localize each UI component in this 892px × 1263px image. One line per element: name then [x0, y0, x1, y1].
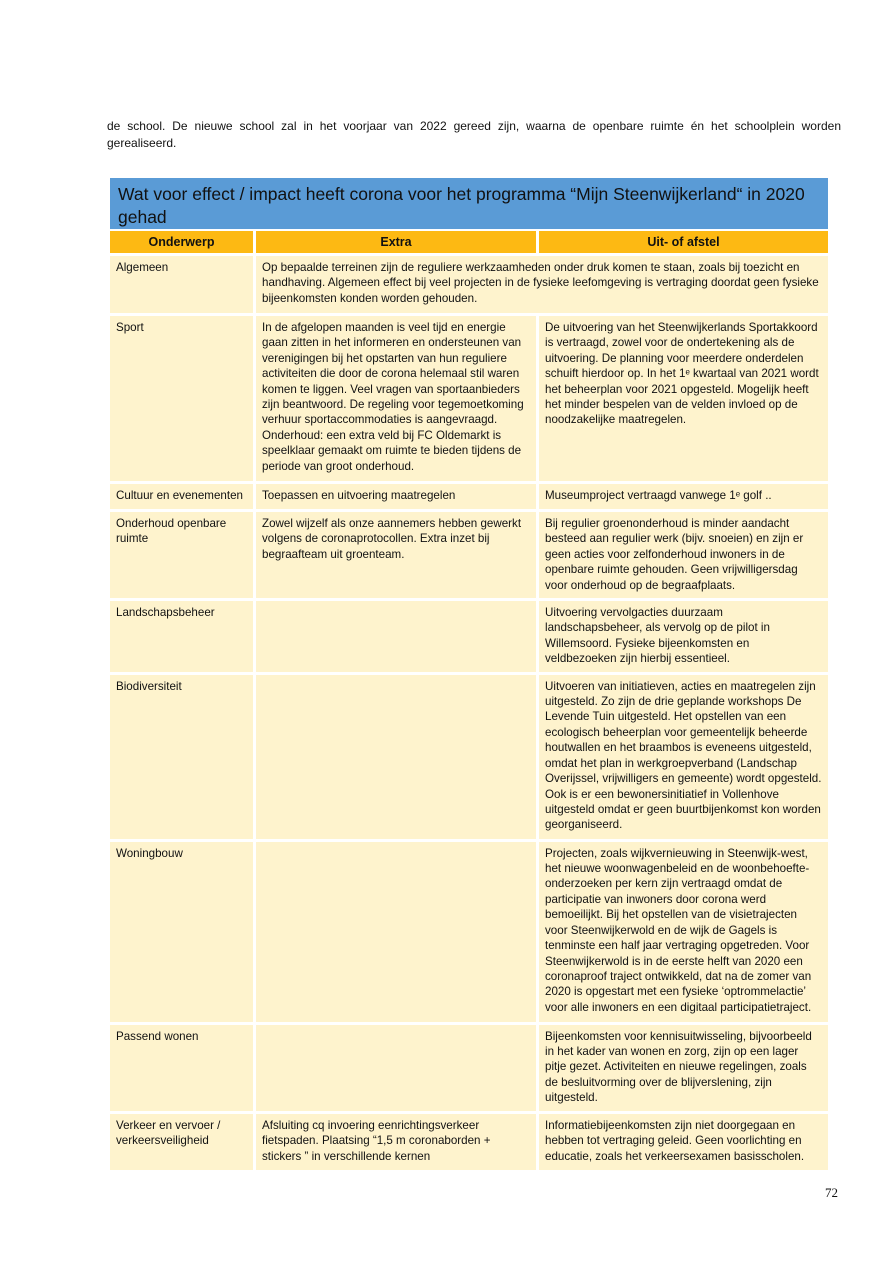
table-row: [110, 316, 828, 481]
table-row: [110, 675, 828, 839]
topic-cell: Woningbouw: [110, 842, 253, 1022]
delay-cell: Projecten, zoals wijkvernieuwing in Steenwijk-west, het nieuwe woonwagenbeleid en de woonbehoefte-onderzoeken per kern zijn vertraagd omdat de participatie van inwoners door corona werd bemoeilijkt. Bij het opstellen van de visietrajecten voor Steenwijkerwold en de wijk de Gagels is tenminste een half jaar vertraging opgetreden. Voor Steenwijkerwold is in de eerste helft van 2020 een coronaproof traject ontwikkeld, dat na de zomer van 2020 is opgestart met een fysieke ‘optrommelactie’ voor alle inwoners en een digitaal participatietraject.: [539, 842, 828, 1022]
topic-cell: Landschapsbeheer: [110, 601, 253, 672]
topic-cell: Sport: [110, 316, 253, 481]
topic-cell: Passend wonen: [110, 1025, 253, 1111]
delay-cell: De uitvoering van het Steenwijkerlands Sportakkoord is vertraagd, zowel voor de ondertekening als de uitvoering. De planning voor meerdere onderdelen schuift hierdoor op. In het 1ᵉ kwartaal van 2021 wordt het beheerplan voor 2021 opgesteld. Mogelijk heeft het minder bespelen van de velden invloed op de noodzakelijke maatregelen.: [539, 316, 828, 481]
page-number: 72: [825, 1185, 838, 1200]
delay-cell: Uitvoeren van initiatieven, acties en maatregelen zijn uitgesteld. Zo zijn de drie geplande workshops De Levende Tuin uitgesteld. Het opstellen van een ecologisch beheerplan voor gemeentelijk beheerde houtwallen en het braambos is eveneens uitgesteld, omdat het plan in werkgroepverband (Landschap Overijssel, vrijwilligers en gemeente) wordt opgesteld. Ook is er een bewonersinitiatief in Vollenhove uitgesteld omdat er geen buurtbijenkomst kon worden georganiseerd.: [539, 675, 828, 839]
extra-cell: [256, 1025, 536, 1111]
table-row: [110, 1114, 828, 1170]
topic-cell: Cultuur en evenementen: [110, 484, 253, 509]
header-onderwerp: Onderwerp: [110, 231, 253, 253]
extra-cell: Zowel wijzelf als onze aannemers hebben gewerkt volgens de coronaprotocollen. Extra inzet bij begraafteam uit groenteam.: [256, 512, 536, 598]
extra-cell: [256, 601, 536, 672]
impact-table-grid: [107, 228, 831, 1173]
intro-paragraph: de school. De nieuwe school zal in het voorjaar van 2022 gereed zijn, waarna de openbare ruimte én het schoolplein worden gerealiseerd.: [107, 119, 841, 150]
table-row-algemeen: [110, 256, 828, 313]
general-text-cell: Op bepaalde terreinen zijn de reguliere werkzaamheden onder druk komen te staan, zoals bij toezicht en handhaving. Algemeen effect bij veel projecten in de fysieke leefomgeving is vertraging doordat geen fysieke bijeenkomsten konden worden gehouden.: [256, 256, 828, 313]
topic-cell: Onderhoud openbare ruimte: [110, 512, 253, 598]
table-title: Wat voor effect / impact heeft corona voor het programma “Mijn Steenwijkerland“ in 2020 gehad: [110, 178, 828, 229]
table-row: [110, 842, 828, 1022]
table-row: [110, 484, 828, 509]
delay-cell: Uitvoering vervolgacties duurzaam landschapsbeheer, als vervolg op de pilot in Willemsoord. Fysieke bijeenkomsten en veldbezoeken zijn hierbij essentieel.: [539, 601, 828, 672]
delay-cell: Bijeenkomsten voor kennisuitwisseling, bijvoorbeeld in het kader van wonen en zorg, zijn op een lager pitje gezet. Activiteiten en nieuwe regelingen, zoals de besluitvorming over de blijverslening, zijn uitgesteld.: [539, 1025, 828, 1111]
extra-cell: Afsluiting cq invoering eenrichtingsverkeer fietspaden. Plaatsing “1,5 m coronaborden + stickers ” in verschillende kernen: [256, 1114, 536, 1170]
extra-cell: [256, 842, 536, 1022]
extra-cell: Toepassen en uitvoering maatregelen: [256, 484, 536, 509]
table-row: [110, 601, 828, 672]
topic-cell: Biodiversiteit: [110, 675, 253, 839]
delay-cell: Informatiebijeenkomsten zijn niet doorgegaan en hebben tot vertraging geleid. Geen voorlichting en educatie, zoals het verkeersexamen basisscholen.: [539, 1114, 828, 1170]
corona-impact-table: [110, 178, 828, 1173]
header-uitstel: Uit- of afstel: [539, 231, 828, 253]
header-extra: Extra: [256, 231, 536, 253]
table-header-row: [110, 231, 828, 253]
delay-cell: Museumproject vertraagd vanwege 1ᵉ golf ..: [539, 484, 828, 509]
topic-cell: Verkeer en vervoer / verkeersveiligheid: [110, 1114, 253, 1170]
extra-cell: In de afgelopen maanden is veel tijd en energie gaan zitten in het informeren en ondersteunen van verenigingen bij het opstarten van hun reguliere activiteiten die door de corona helemaal stil waren komen te liggen. Veel vragen van sportaanbieders zijn beantwoord. De regeling voor tegemoetkoming verhuur sportaccommodaties is aangevraagd. Onderhoud: een extra veld bij FC Oldemarkt is speelklaar gemaakt om ruimte te bieden tijdens de periode van groot onderhoud.: [256, 316, 536, 481]
extra-cell: [256, 675, 536, 839]
table-row: [110, 1025, 828, 1111]
table-row: [110, 512, 828, 598]
delay-cell: Bij regulier groenonderhoud is minder aandacht besteed aan regulier werk (bijv. snoeien) en zijn er geen acties voor zelfonderhoud inwoners in de openbare ruimte gehouden. Geen vrijwilligersdag voor onderhoud op de begraafplaats.: [539, 512, 828, 598]
topic-cell: Algemeen: [110, 256, 253, 313]
